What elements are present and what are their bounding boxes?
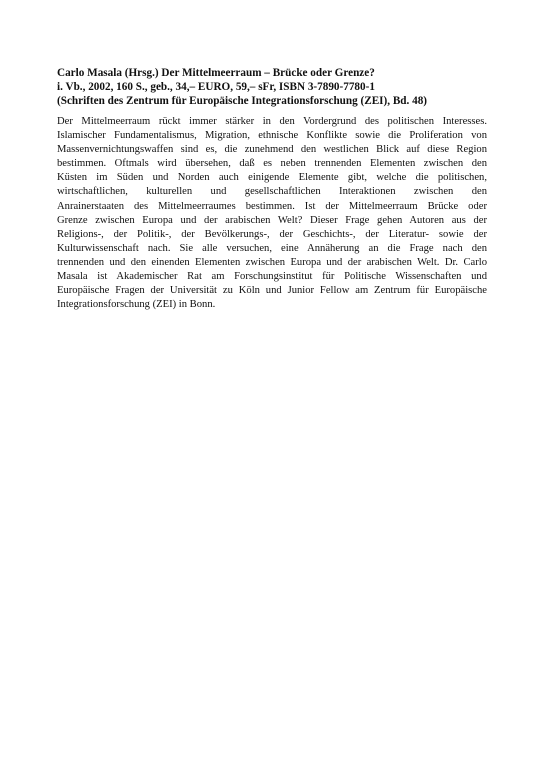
description-line: Europäische Fragen der Universität zu Köln und Junior Fellow am Zentrum für Europäische [57,285,487,297]
book-title-line: Carlo Masala (Hrsg.) Der Mittelmeerraum – Brücke oder Grenze? [57,67,375,79]
description-line: Massenvernichtungswaffen sind es, die zunehmend den westlichen Blick auf diese Region [57,144,487,156]
description-line: Kulturwissenschaft nach. Sie alle versuchen, eine Annäherung an die Frage nach den [57,242,487,254]
description-line: Integrationsforschung (ZEI) in Bonn. [57,299,216,311]
description-line: Religions-, der Politik-, der Bevölkerungs-, der Geschichts-, der Literatur- sowie der [57,228,487,240]
description-line: Anrainerstaaten des Mittelmeerraumes bestimmen. Ist der Mittelmeerraum Brücke oder [57,200,487,212]
description-line: trennenden und den einenden Elementen zwischen Europa und der arabischen Welt. Dr. Carlo [57,256,487,268]
book-description [57,115,487,312]
book-series-line: (Schriften des Zentrum für Europäische Integrationsforschung (ZEI), Bd. 48) [57,95,428,107]
book-details-line: i. Vb., 2002, 160 S., geb., 34,– EURO, 59,– sFr, ISBN 3-7890-7780-1 [57,81,375,93]
description-line: wirtschaftlichen, kulturellen und gesellschaftlichen Interaktionen zwischen den [57,186,487,198]
description-line: Küsten im Süden und Norden auch einigende Elemente gibt, welche die politischen, [57,172,487,184]
description-line: Islamischer Fundamentalismus, Migration, ethnische Konflikte sowie die Proliferation von [57,130,487,142]
book-citation-header [57,66,497,108]
description-line: Grenze zwischen Europa und der arabischen Welt? Dieser Frage gehen Autoren aus der [57,214,487,226]
description-line: bestimmen. Oftmals wird übersehen, daß es neben trennenden Elementen zwischen den [57,158,487,170]
description-line: Der Mittelmeerraum rückt immer stärker in den Vordergrund des politischen Interesses. [57,116,487,127]
description-line: Masala ist Akademischer Rat am Forschungsinstitut für Politische Wissenschaften und [57,271,487,283]
